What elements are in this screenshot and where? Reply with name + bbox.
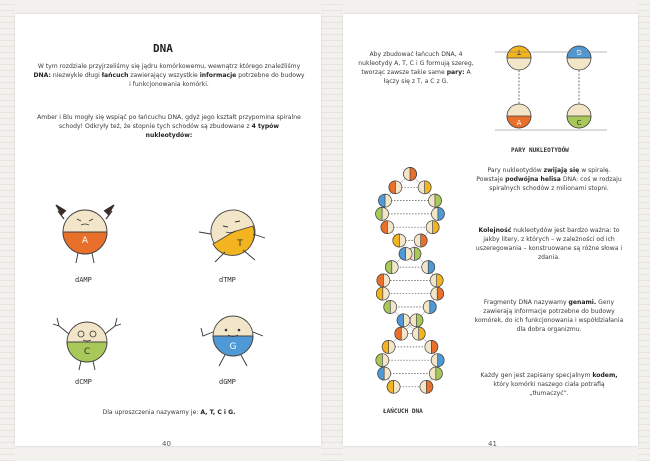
background-stripes-right: [638, 0, 650, 461]
damp-character: [50, 197, 120, 272]
dcmp-label: dCMP: [75, 378, 92, 386]
svg-text:T: T: [516, 48, 522, 56]
helix-nucleotide: [404, 168, 417, 181]
genes-paragraph-segment: genami.: [568, 299, 597, 306]
helix-nucleotide: [376, 207, 389, 220]
intro-paragraph-segment: informacje: [199, 72, 237, 79]
dgmp-label: dGMP: [219, 378, 236, 386]
pair-g-c: [567, 46, 591, 128]
helix-paragraph: [475, 166, 623, 193]
helix-nucleotide: [425, 340, 438, 353]
helix-paragraph-segment: podwójna helisa: [505, 176, 561, 183]
pairs-caption: PARY NUKLEOTYDÓW: [511, 147, 569, 154]
intro-paragraph: [33, 62, 305, 89]
helix-nucleotide: [430, 274, 443, 287]
simplification-text: Dla uproszczenia nazywamy je:: [102, 409, 201, 416]
intro-paragraph-segment: niezwykle długi: [50, 72, 102, 79]
code-paragraph-segment: Każdy gen jest zapisany specjalnym: [480, 372, 593, 379]
background-stripes-gutter: [321, 0, 343, 461]
helix-nucleotide: [382, 340, 395, 353]
helix-nucleotide: [426, 221, 439, 234]
page-number-left: 40: [162, 440, 171, 448]
dna-chain-diagram: [365, 166, 455, 402]
stairs-paragraph: [35, 113, 303, 140]
intro-paragraph-segment: łańcuch: [101, 72, 129, 79]
svg-text:C: C: [576, 119, 582, 127]
letter-c: C: [83, 347, 91, 357]
helix-nucleotide: [397, 314, 410, 327]
order-paragraph: [475, 226, 623, 262]
genes-paragraph: [471, 298, 627, 334]
left-page: [15, 14, 321, 446]
helix-nucleotide: [410, 314, 423, 327]
letter-a: A: [81, 236, 89, 246]
helix-nucleotide: [412, 327, 425, 340]
helix-nucleotide: [385, 261, 398, 274]
helix-nucleotide: [431, 287, 444, 300]
helix-nucleotide: [414, 234, 427, 247]
chain-caption: ŁAŃCUCH DNA: [383, 408, 423, 415]
helix-nucleotide: [376, 287, 389, 300]
intro-paragraph-segment: którego znaleźliśmy: [239, 63, 301, 70]
intro-paragraph-segment: W tym rozdziale przyjrzeliśmy się jądru komórkowemu, wewnątrz: [37, 63, 240, 70]
helix-nucleotide: [378, 367, 391, 380]
intro-paragraph-segment: zawierający wszystkie: [128, 72, 200, 79]
background-stripes-left: [0, 0, 15, 461]
helix-nucleotide: [395, 327, 408, 340]
nucleotide-pairs-diagram: [491, 42, 611, 142]
intro-paragraph-segment: DNA:: [33, 72, 51, 79]
svg-text:G: G: [576, 48, 582, 56]
genes-paragraph-segment: Fragmenty DNA nazywamy: [483, 299, 569, 306]
intro-paragraph-segment: potrzebne do budowy i funkcjonowania komórki.: [129, 72, 305, 88]
letter-g: G: [229, 342, 237, 352]
dtmp-character: [195, 204, 270, 274]
simplification-line: [35, 408, 303, 417]
dgmp-character: [195, 306, 267, 374]
pairs-intro-paragraph-segment: Aby zbudować łańcuch DNA, 4 nukleotydy A, T, C i G formują szereg, tworząc zawsze takie same: [358, 51, 474, 76]
helix-nucleotide: [384, 301, 397, 314]
helix-nucleotide: [377, 274, 390, 287]
helix-nucleotide: [393, 234, 406, 247]
page-number-right: 41: [488, 440, 497, 448]
helix-nucleotide: [428, 194, 441, 207]
code-paragraph-segment: kodem,: [592, 372, 618, 379]
genes-paragraph-segment: Geny zawierają informacje potrzebne do budowy komórek, do ich funkcjonowania i współdziałania dla dobra organizmu.: [474, 299, 624, 333]
right-page: [343, 14, 638, 446]
code-paragraph-segment: który komórki naszego ciała potrafią „tłumaczyć”.: [493, 381, 605, 397]
letter-t: T: [237, 239, 243, 249]
order-paragraph-segment: nukleotydów jest bardzo ważna: to jakby litery, z których – w zależności od ich uszeregowania – konstruowane są różne słowa i zdania.: [475, 227, 623, 261]
helix-paragraph-segment: Pary nukleotydów: [487, 167, 544, 174]
helix-nucleotide: [381, 221, 394, 234]
order-paragraph-segment: Kolejność: [478, 227, 512, 234]
helix-nucleotide: [379, 194, 392, 207]
svg-text:A: A: [516, 119, 522, 127]
helix-nucleotide: [418, 181, 431, 194]
helix-nucleotide: [399, 247, 412, 260]
helix-nucleotide: [431, 354, 444, 367]
pairs-intro-paragraph-segment: A łączy się z T, a C z G.: [383, 69, 471, 85]
damp-label: dAMP: [75, 276, 92, 284]
helix-paragraph-segment: w spiralę. Powstaje: [476, 167, 611, 183]
helix-nucleotide: [387, 380, 400, 393]
helix-nucleotide: [376, 354, 389, 367]
helix-nucleotide: [423, 301, 436, 314]
helix-paragraph-segment: zwijają się: [543, 167, 580, 174]
dtmp-label: dTMP: [219, 276, 236, 284]
pair-t-a: [507, 46, 531, 128]
code-paragraph: [475, 371, 623, 398]
helix-nucleotide: [389, 181, 402, 194]
stairs-bold: 4 typów nukleotydów:: [145, 123, 280, 139]
pairs-intro-paragraph-segment: pary:: [446, 69, 465, 76]
helix-nucleotide: [422, 261, 435, 274]
dcmp-character: [53, 304, 123, 374]
stairs-text: Amber i Blu mogły się wspiąć po łańcuchu DNA, gdyż jego kształt przypomina spiralne schody! Odkryły też, że stopnie tych schodów są zbudowane z: [37, 114, 301, 130]
pairs-intro-paragraph: [353, 50, 479, 86]
helix-nucleotide: [429, 367, 442, 380]
helix-nucleotide: [431, 207, 444, 220]
simplification-letters: A, T, C i G.: [200, 409, 236, 416]
helix-nucleotide: [420, 380, 433, 393]
page-title: DNA: [153, 42, 173, 55]
helix-paragraph-segment: DNA: coś w rodzaju spiralnych schodów z milionami stopni.: [489, 176, 622, 192]
